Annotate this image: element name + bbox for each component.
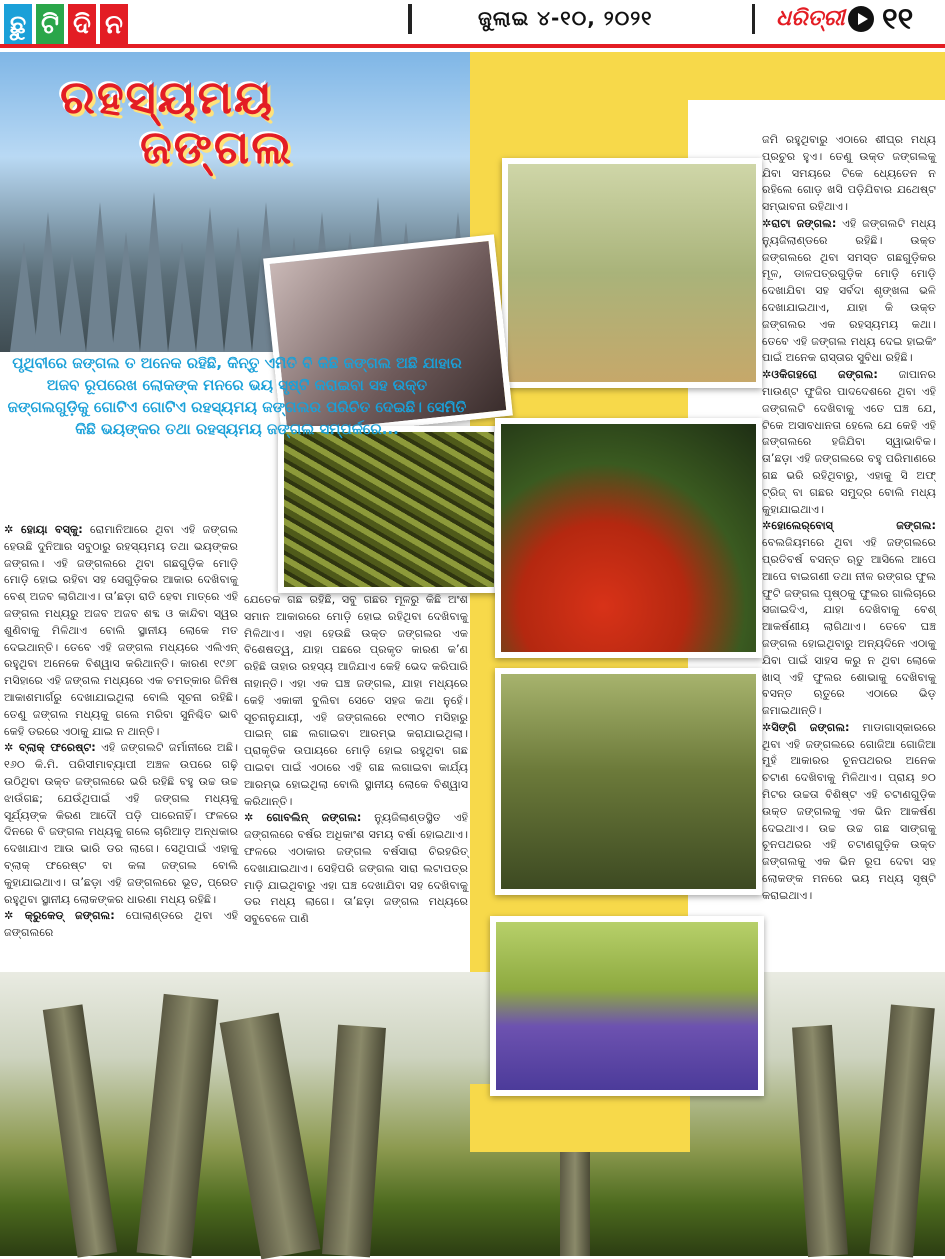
paragraph [762, 720, 936, 905]
article-column-1 [4, 522, 238, 942]
article-title-line1: ରହସ୍ୟମୟ [60, 70, 274, 124]
photo-crooked-forest [502, 158, 762, 388]
paragraph [244, 592, 468, 810]
paragraph [762, 216, 936, 367]
paragraph-heading: ✲ଓକିଗହରୋ ଜଙ୍ଗଲ: [762, 368, 878, 382]
paragraph-text: ନ୍ୟୁଜିଲାଣ୍ଡସ୍ଥିତ ଏହି ଜଙ୍ଗଲରେ ବର୍ଷର ଅଧିକାଂଶ ସମୟ ବର୍ଷା ହୋଇଥାଏ। ଫଳରେ ଏଠାକାର ଜଙ୍ଗଲ ବର୍ଷସାରା ଚିରହରିତ୍ ଦେଖାଯାଇଥାଏ। ସେହିପରି ଜଙ୍ଗଲ ସାରା ଲଟାପତ୍ର ମାଡ଼ି ଯାଇଥିବାରୁ ଏହା ଘଞ୍ଚ ଦେଖାଯିବା ସହ ଦେଖିବାକୁ ଡର ମଧ୍ୟ ଲାଗେ। ତା’ଛଡ଼ା ଜଙ୍ଗଲ ମଧ୍ୟରେ ସବୁବେଳେ ପାଣି [244, 811, 468, 926]
paragraph [244, 810, 468, 928]
article-title-line2: ଜଙ୍ଗଲ [140, 120, 294, 174]
header-divider [752, 4, 755, 34]
photo-bluebell-forest [490, 916, 764, 1096]
article-column-2 [244, 592, 468, 928]
paragraph [762, 518, 936, 720]
paragraph-heading: ✲ କ୍ରୁକେଡ୍ ଜଙ୍ଗଲ: [4, 909, 115, 923]
paragraph-text: ମାଡାଗାସ୍କାରରେ ଥିବା ଏହି ଜଙ୍ଗଲରେ ଗୋଜିଆ ଗୋଜିଆ ମୁହଁ ଆକାରର ଚୂନପଥରର ଅନେକ ଚଟାଣ ଦେଖିବାକୁ ମିଳିଥାଏ। ପ୍ରାୟ ୭୦ ମିଟର ଉଚ୍ଚତା ବିଶିଷ୍ଟ ଏହି ଚଟାଣଗୁଡ଼ିକ ଉକ୍ତ ଜଙ୍ଗଲକୁ ଏକ ଭିନ ଆକର୍ଷଣ ଦେଇଥାଏ। ଉଚ୍ଚ ଉଚ୍ଚ ଗଛ ସାଙ୍ଗକୁ ଚୂନପଥରର ଏହି ଚଟାଣଗୁଡ଼ିକ ଉକ୍ତ ଜଙ୍ଗଲକୁ ଏକ ଭିନ ରୂପ ଦେବା ସହ ଲୋକଙ୍କ ମନରେ ଭୟ ମଧ୍ୟ ସୃଷ୍ଟି କରାଇଥାଏ। [762, 720, 937, 902]
paragraph-text: ଯେତେକ ଗଛ ରହିଛି, ସବୁ ଗଛର ମୂଳରୁ କିଛି ଅଂଶ ସମାନ ଆକାରରେ ମୋଡ଼ି ହୋଇ ରହିଥିବା ଦେଖିବାକୁ ମିଳିଥାଏ। ଏହା ହେଉଛି ଉକ୍ତ ଜଙ୍ଗଲର ଏକ ବିଶେଷତ୍ୱ, ଯାହା ପଛରେ ପ୍ରକୃତ କାରଣ କ’ଣ ରହିଛି ତାହାର ରହସ୍ୟ ଆଜିଯାଏ କେହି ଭେଦ କରିପାରି ନାହାନ୍ତି। ଏହା ଏକ ଘଞ୍ଚ ଜଙ୍ଗଲ, ଯାହା ମଧ୍ୟରେ କେହି ଏକାକୀ ବୁଲିବା ସେତେ ସହଜ କଥା ନୁହେଁ। ସୂଚନାନୁଯାୟୀ, ଏହି ଜଙ୍ଗଲରେ ୧୯୩୦ ମସିହାରୁ ପାଇନ୍ ଗଛ ଲଗାଇବା ଆରମ୍ଭ କରାଯାଇଥିଲା। ପ୍ରାକୃତିକ ଉପାୟରେ ମୋଡ଼ି ହୋଇ ରହୁଥିବା ଗଛ ପାଇବା ପାଇଁ ଏଠାରେ ଏହି ଗଛ ଲଗାଇବା କାର୍ଯ୍ୟ ଆରମ୍ଭ ହୋଇଥିଲା ବୋଲି ସ୍ଥାନୀୟ ଲୋକେ ବିଶ୍ୱାସ କରିଥାନ୍ତି। [244, 593, 468, 808]
paragraph-heading: ✲ହୋଲେର୍‌ବୋସ୍ ଜଙ୍ଗଲ: [762, 519, 936, 533]
play-icon [848, 6, 874, 32]
article-intro: ପୃଥିବୀରେ ଜଙ୍ଗଲ ତ ଅନେକ ରହିଛି, କିନ୍ତୁ ଏମିତି ବି କିଛି ଜଙ୍ଗଲ ଅଛି ଯାହାର ଅଜବ ରୂପରେଖ ଲୋକଙ୍କ ମନରେ ଭୟ ସୃଷ୍ଟି କରାଇବା ସହ ଉକ୍ତ ଜଙ୍ଗଲଗୁଡ଼ିକୁ ଗୋଟିଏ ଗୋଟିଏ ରହସ୍ୟମୟ ଜଙ୍ଗଲର ପରିଚିତ ଦେଇଛି। ସେମିତି କିଛି ଭୟଙ୍କର ତଥା ରହସ୍ୟମୟ ଜଙ୍ଗଲ ସମ୍ପର୍କରେ... [7, 354, 467, 438]
paragraph-text: ରୋମାନିଆରେ ଥିବା ଏହି ଜଙ୍ଗଲ ହେଉଛି ଦୁନିଆର ସବୁଠାରୁ ରହସ୍ୟମୟ ତଥା ଭୟଙ୍କର ଜଙ୍ଗଲ। ଏହି ଜଙ୍ଗଲରେ ଥିବା ଗଛଗୁଡ଼ିକ ମୋଡ଼ି ମୋଡ଼ି ହୋଇ ରହିବା ସହ ସେଗୁଡ଼ିକର ଆକାର ଦେଖିବାକୁ ବେଶ୍ ଅଜବ ଲାଗିଥାଏ। ତା’ଛଡ଼ା ରାତି ହେବା ମାତ୍ରେ ଏହି ଜଙ୍ଗଲ ମଧ୍ୟରୁ ଅଜବ ଅଜବ ଶବ୍ଦ ଓ କାନ୍ଦିବା ସ୍ୱର ଶୁଣିବାକୁ ମିଳିଥାଏ ବୋଲି ସ୍ଥାନୀୟ ଲୋକେ ମତ ଦେଇଥାନ୍ତି। ତେବେ ଏହି ଜଙ୍ଗଲ ମଧ୍ୟରେ ଏଲିଏନ୍ ରହୁଥିବା ଅନେକେ ବିଶ୍ୱାସ କରିଥାନ୍ତି। କାରଣ ୧୯୬୮ ମସିହାରେ ଏହି ଜଙ୍ଗଲ ମଧ୍ୟରେ ଏକ ଚମତ୍କାର ଜିନିଷ ଆକାଶମାର୍ଗରୁ ଦେଖାଯାଇଥିଲା ବୋଲି ସୂଚନା ରହିଛି। ତେଣୁ ଜଙ୍ଗଲ ମଧ୍ୟକୁ ଗଲେ ମରିବା ସୁନିଶ୍ଚିତ ଭାବି କେହି ଡରରେ ଏଠାକୁ ଯାଇ ନ ଥାନ୍ତି। [4, 523, 238, 738]
photo-mossy-path-forest [495, 668, 762, 895]
paragraph [4, 522, 238, 740]
paragraph-text: ଏହି ଜଙ୍ଗଲଟି ମଧ୍ୟ ନ୍ୟୁଜିଲାଣ୍ଡରେ ରହିଛି। ଉକ୍ତ ଜଙ୍ଗଲରେ ଥିବା ସମସ୍ତ ଗଛଗୁଡ଼ିକର ମୂଳ, ଡାଳପତ୍ରଗୁଡ଼ିକ ମୋଡ଼ି ମୋଡ଼ି ଦେଖାଯିବା ସହ ସର୍ବଦା ଶୃଙ୍ଖଳା ଭଳି ଦେଖାଯାଇଥାଏ, ଯାହା କି ଉକ୍ତ ଜଙ୍ଗଲର ଏକ ରହସ୍ୟମୟ କଥା। ତେବେ ଏହି ଜଙ୍ଗଲ ମଧ୍ୟ ଦେଇ ହାଇକିଂ ପାଇଁ ଅନେକ ରାସ୍ତାର ସୁବିଧା ରହିଛି। [762, 216, 936, 365]
photo-red-floor-forest [495, 418, 762, 658]
paragraph-text: ପୋଲାଣ୍ଡରେ ଥିବା ଏହି ଜଙ୍ଗଲରେ [4, 909, 238, 940]
paragraph-text: ଜାପାନର ମାଉଣ୍ଟ ଫୁଜିର ପାଦଦେଶରେ ଥିବା ଏହି ଜଙ୍ଗଲଟି ଦେଖିବାକୁ ଏତେ ଘଞ୍ଚ ଯେ, ଟିକେ ଅସାବଧାନତା ହେଲେ ଯେ କେହି ଏହି ଜଙ୍ଗଲରେ ହଜିଯିବା ସ୍ୱାଭାବିକ। ତା’ଛଡ଼ା ଏହି ଜଙ୍ଗଲରେ ବହୁ ପରିମାଣରେ ଗଛ ଭରି ରହିଥିବାରୁ, ଏହାକୁ ସି ଅଫ୍ ଟ୍ରିଜ୍ ବା ଗଛର ସମୁଦ୍ର ବୋଲି ମଧ୍ୟ କୁହାଯାଇଥାଏ। [762, 368, 936, 516]
paragraph-heading: ✲ ହୋୟା ବସ୍କୁ: [4, 523, 83, 536]
newspaper-logo: ଧରିତ୍ରୀ [776, 6, 845, 31]
paragraph-heading: ✲ ଗୋବଲିନ୍ ଜଙ୍ଗଲ: [244, 811, 362, 825]
header-rule [0, 44, 945, 48]
section-letter-1: ଛୁ [4, 4, 32, 46]
section-letter-2: ଟି [36, 4, 64, 46]
paragraph [762, 132, 936, 216]
paragraph-heading: ✲ ବ୍ଲାକ୍ ଫରେଷ୍ଟ: [4, 741, 96, 755]
paragraph-text: ବେଲଜିୟମରେ ଥିବା ଏହି ଜଙ୍ଗଲରେ ପ୍ରତିବର୍ଷ ବସନ୍ତ ଋତୁ ଆସିଲେ ଆପେ ଆପେ ବାଇଗଣୀ ତଥା ନୀଳ ରଙ୍ଗର ଫୁଲ ଫୁଟି ଜଙ୍ଗଲ ପୃଷ୍ଠକୁ ଫୁଲର ଗାଲିଚାରେ ସଜାଇଦିଏ, ଯାହା ଦେଖିବାକୁ ବେଶ୍ ଆକର୍ଷଣୀୟ ଲାଗିଥାଏ। ତେବେ ଘଞ୍ଚ ଜଙ୍ଗଲ ହୋଇଥିବାରୁ ଅନ୍ୟଦିନେ ଏଠାକୁ ଯିବା ପାଇଁ ସାହସ କରୁ ନ ଥିବା ଲୋକେ ଖାସ୍ ଏହି ଫୁଲର ଶୋଭାକୁ ଦେଖିବାକୁ ବସନ୍ତ ଋତୁରେ ଏଠାରେ ଭିଡ଼ ଜମାଇଥାନ୍ତି। [762, 536, 936, 718]
photo-moss-canopy [278, 426, 500, 593]
article-column-3 [762, 132, 936, 905]
paragraph [762, 367, 936, 518]
paragraph [4, 908, 238, 942]
page-number: ୧୧ [882, 2, 914, 37]
paragraph-heading: ✲ରାଟା ଜଙ୍ଗଲ: [762, 216, 837, 230]
paragraph-heading: ✲ସିଙ୍ଗି ଜଙ୍ଗଲ: [762, 720, 850, 734]
paragraph-text: ଏହି ଜଙ୍ଗଲଟି ଜର୍ମାନୀରେ ଅଛି। ୧୬୦ କି.ମି. ପରିସୀମାବ୍ୟାପୀ ଅଞ୍ଚଳ ଉପରେ ଗଢ଼ି ଉଠିଥିବା ଉକ୍ତ ଜଙ୍ଗଲରେ ଭରି ରହିଛି ବହୁ ଉଚ୍ଚ ଉଚ୍ଚ ଝାଉଁଗଛ; ଯେଉଁଥିପାଇଁ ଏହି ଜଙ୍ଗଲ ମଧ୍ୟକୁ ସୂର୍ଯ୍ୟଙ୍କ କିରଣ ଆଦୌ ପଡ଼ି ପାରେନାହିଁ। ଫଳରେ ଦିନରେ ବି ଜଙ୍ଗଲ ମଧ୍ୟକୁ ଗଲେ ଚାରିଆଡ଼ ଅନ୍ଧକାର ଦେଖାଯାଏ ଆଉ ଭାରି ଡର ଲାଗେ। ସେଥିପାଇଁ ଏହାକୁ ବ୍ଲାକ୍ ଫରେଷ୍ଟ ବା କଳା ଜଙ୍ଗଲ ବୋଲି କୁହାଯାଇଥାଏ। ତା’ଛଡ଼ା ଏହି ଜଙ୍ଗଲରେ ଭୂତ, ପ୍ରେତ ରହୁଥିବା ସ୍ଥାନୀୟ ଲୋକଙ୍କର ଧାରଣା ମଧ୍ୟ ରହିଛି। [4, 741, 238, 906]
section-letter-4: ନ [100, 4, 128, 46]
paragraph-text: ଜମି ରହୁଥିବାରୁ ଏଠାରେ ଶୀଘ୍ର ମଧ୍ୟ ପ୍ରଚୁର ହୁଏ। ତେଣୁ ଉକ୍ତ ଜଙ୍ଗଲକୁ ଯିବା ସମୟରେ ଟିକେ ଧ୍ୟେତେନ ନ ରହିଲେ ଗୋଡ଼ ଖସି ପଡ଼ିଯିବାର ଯଥେଷ୍ଟ ସମ୍ଭାବନା ରହିଥାଏ। [762, 133, 936, 214]
paragraph [4, 740, 238, 908]
section-letter-3: ଦି [68, 4, 96, 46]
issue-date: ଜୁଲାଇ ୪-୧୦, ୨୦୨୧ [478, 6, 653, 30]
header-divider [408, 4, 412, 34]
